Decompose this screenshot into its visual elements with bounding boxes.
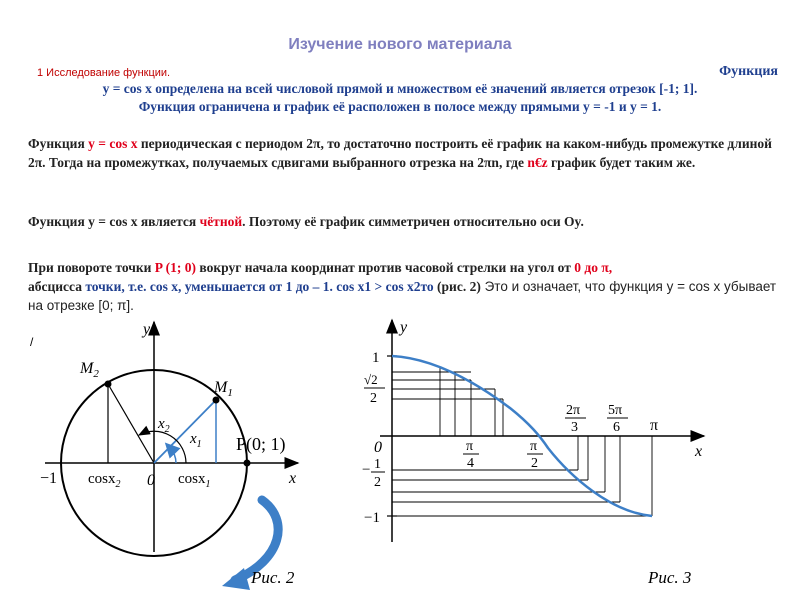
text-highlight: P (1; 0) (154, 260, 197, 275)
label-pi: π (650, 417, 659, 434)
definition-line-2: Функция ограничена и график её расположен в полосе между прямыми y = -1 и y = 1. (138, 99, 662, 114)
figure-3-cosine-graph (362, 319, 704, 587)
text-highlight: 0 до π, (574, 260, 613, 275)
point-m2 (105, 381, 112, 388)
label-half-den: 2 (374, 475, 381, 490)
text: абсцисса (28, 279, 86, 294)
label-minus-one: −1 (40, 470, 58, 487)
label-pi2-num: π (530, 439, 538, 454)
label-minus-one: −1 (364, 510, 380, 526)
text-highlight: y = cos x (88, 136, 138, 151)
stray-slash: / (30, 335, 34, 349)
label-m1: $M_1$ (214, 379, 233, 399)
text-highlight: чётной (199, 214, 243, 229)
label-sqrt2-num: √2 (364, 372, 378, 387)
label-minus-sign: − (362, 462, 371, 478)
fig2-origin-label: 0 (147, 472, 155, 489)
text-highlight: n€z (527, 155, 548, 170)
label-2pi3-num: 2π (566, 403, 581, 418)
point-p (244, 460, 251, 467)
fig2-y-label: y (143, 321, 151, 338)
text: график будет таким же. (547, 155, 696, 170)
fig2-x-label: x (289, 470, 297, 487)
label-angle-x2: $x_2$ (158, 416, 170, 435)
text: вокруг начала координат против часовой стрелки на угол от (196, 260, 575, 275)
figure-2-unit-circle (40, 321, 298, 590)
label-pi4-den: 4 (467, 456, 474, 471)
text: Функция (28, 136, 89, 151)
label-angle-x1: $x_1$ (190, 431, 202, 450)
text: Это и означает, что функция y = cos x убывает на отрезке [0; π]. (28, 279, 777, 313)
radius-m2 (108, 384, 154, 463)
text: периодическая с периодом 2π, то достаточно построить её график на каком-нибудь промежутке длиной 2π. Тогда на промежутках, получаемых сдвигами выбранного отрезка на 2πn, где (28, 136, 772, 170)
label-one: 1 (372, 350, 380, 366)
label-half-num: 1 (374, 457, 381, 472)
label-m2: $M_2$ (80, 360, 99, 380)
fig2-caption: Рис. 2 (251, 568, 295, 587)
section-subtitle: 1 Исследование функции. (37, 67, 171, 79)
label-point-p: P(0; 1) (236, 434, 286, 454)
text: . Поэтому её график симметричен относительно оси Oy. (242, 214, 584, 229)
label-sqrt2-den: 2 (370, 391, 377, 406)
label-cosx1: cosx$_1$ (178, 471, 211, 490)
function-word: Функция (719, 64, 778, 79)
angle-arc-x1 (170, 448, 176, 463)
fig3-origin-label: 0 (374, 439, 382, 456)
definition-line-1: y = cos x определена на всей числовой прямой и множеством её значений является отрезок [-1; 1]. (102, 81, 698, 96)
label-pi4-num: π (466, 439, 474, 454)
text: (рис. 2) (433, 279, 481, 294)
label-5pi6-num: 5π (608, 403, 623, 418)
fig3-x-label: x (695, 443, 703, 460)
text-highlight: точки, т.е. cos x, уменьшается от 1 до – 1. cos x1 > cos x2то (85, 279, 434, 294)
label-cosx2: cosx$_2$ (88, 471, 121, 490)
fig3-caption: Рис. 3 (648, 568, 692, 587)
point-m1 (213, 397, 220, 404)
label-2pi3-den: 3 (571, 420, 578, 435)
label-5pi6-den: 6 (613, 420, 620, 435)
label-pi2-den: 2 (531, 456, 538, 471)
angle-arc-x2 (139, 431, 186, 463)
fig3-y-label: y (400, 319, 408, 336)
text: Функция y = cos x является (28, 214, 200, 229)
text: При повороте точки (28, 260, 155, 275)
page-title: Изучение нового материала (288, 36, 512, 53)
